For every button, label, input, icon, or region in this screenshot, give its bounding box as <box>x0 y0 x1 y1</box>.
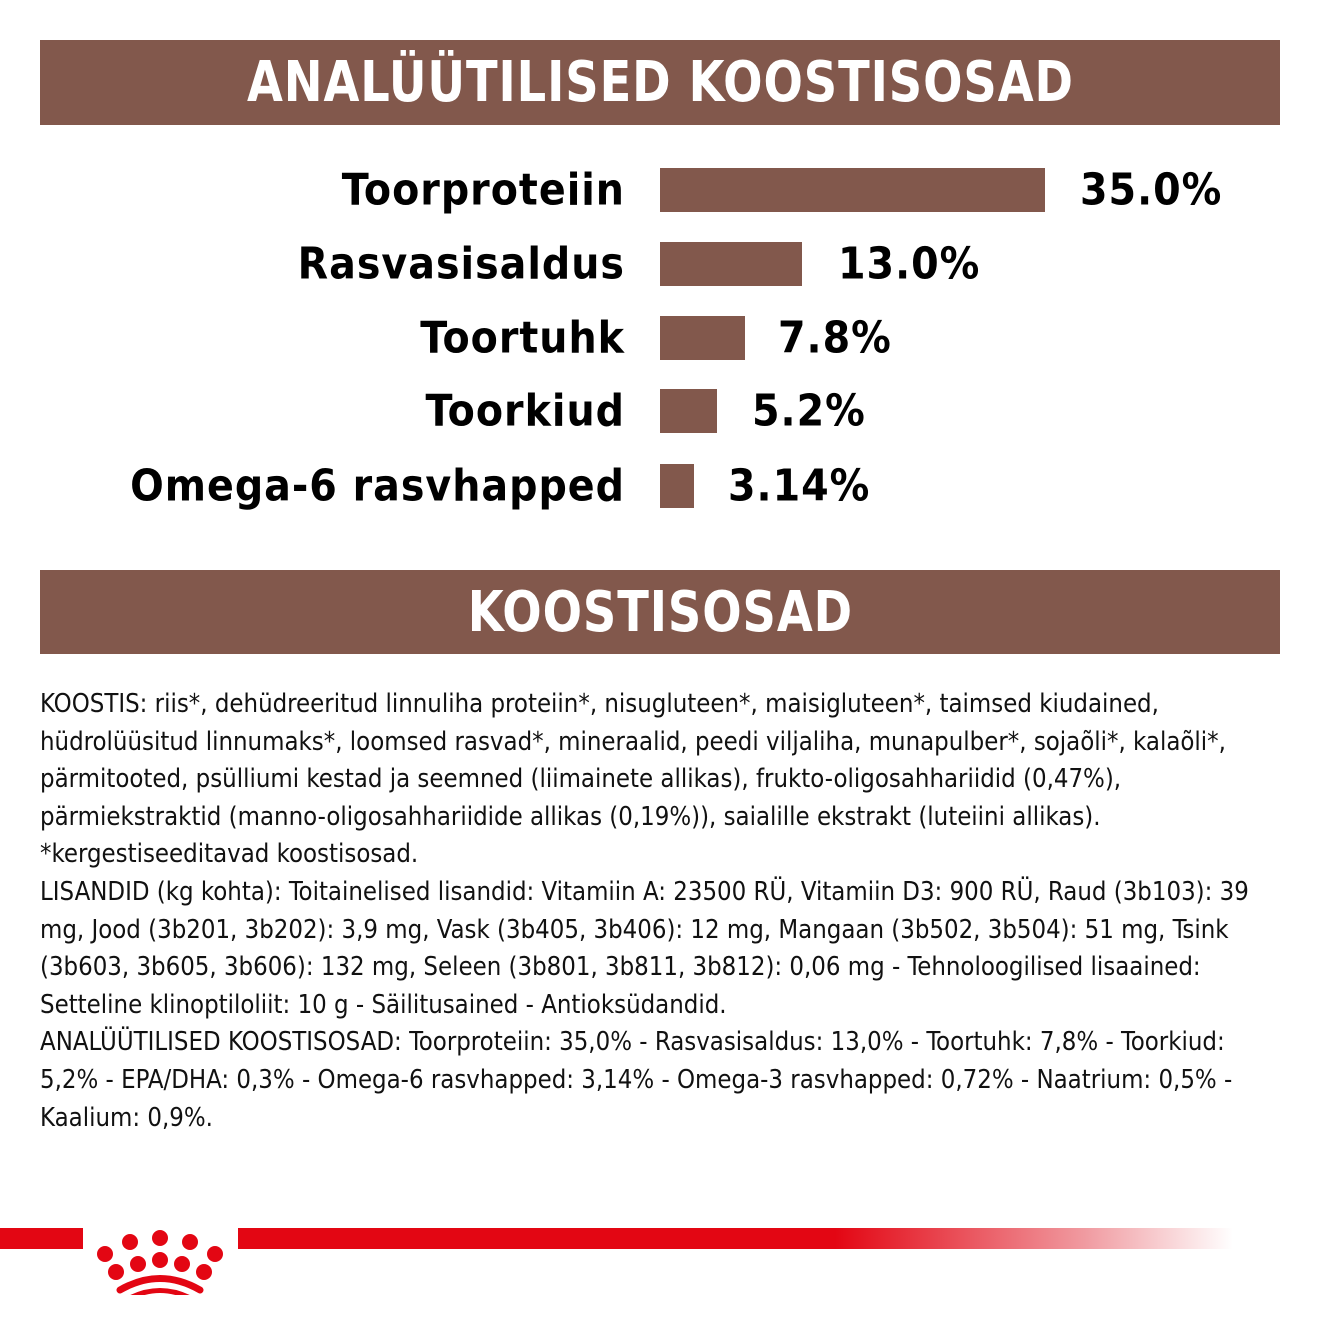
row-value: 13.0% <box>838 238 981 290</box>
row-value: 7.8% <box>778 312 892 364</box>
footer-red-line-right <box>238 1228 1233 1249</box>
row-label: Toorkiud <box>425 385 625 437</box>
row-value: 5.2% <box>752 385 866 437</box>
row-label: Rasvasisaldus <box>297 238 625 290</box>
bar-fat <box>660 242 802 286</box>
bar-ash <box>660 316 745 360</box>
row-label: Toortuhk <box>420 312 625 364</box>
royal-canin-crown-icon <box>90 1205 230 1295</box>
bar-protein <box>660 168 1045 212</box>
row-label: Toorproteiin <box>341 164 625 216</box>
bar-omega6 <box>660 464 694 508</box>
chart-row-protein <box>0 164 1320 216</box>
chart-row-ash <box>0 312 1320 364</box>
row-value: 3.14% <box>728 460 871 512</box>
analytical-constituents-title: ANALÜÜTILISED KOOSTISOSAD <box>246 50 1074 115</box>
chart-row-fat <box>0 238 1320 290</box>
footer-red-line-left <box>0 1228 83 1249</box>
ingredients-title: KOOSTISOSAD <box>467 579 853 645</box>
additives-paragraph: LISANDID (kg kohta): Toitainelised lisandid: Vitamiin A: 23500 RÜ, Vitamiin D3: 900 RÜ, Raud (3b103): 39 mg, Jood (3b201, 3b202): 3,9 mg, Vask (3b405, 3b406): 12 mg, Mangaan (3b502, 3b504): 51 mg, Tsink (3b603, 3b605, 3b606): 132 mg, Seleen (3b801, 3b811, 3b812): 0,06 mg - Tehnoloogilised lisaained: Setteline klinoptiloliit: 10 g - Säilitusained - Antioksüdandid. <box>40 876 1249 1020</box>
composition-paragraph: KOOSTIS: riis*, dehüdreeritud linnuliha proteiin*, nisugluteen*, maisigluteen*, taimsed kiudained, hüdrolüüsitud linnumaks*, loomsed rasvad*, mineraalid, peedi viljaliha, munapulber*, sojaõli*, kalaõli*, pärmitooted, psülliumi kestad ja seemned (liimainete allikas), frukto-oligosahhariidid (0,47%), pärmiekstraktid (manno-oligosahhariidide allikas (0,19%)), saialille ekstrakt (luteiini allikas). *kergestiseeditavad koostisosad. <box>40 689 1226 870</box>
row-value: 35.0% <box>1080 164 1223 216</box>
ingredients-header <box>40 570 1280 654</box>
ingredients-body <box>40 686 1285 1137</box>
chart-row-fibre <box>0 385 1320 437</box>
analytical-paragraph: ANALÜÜTILISED KOOSTISOSAD: Toorproteiin: 35,0% - Rasvasisaldus: 13,0% - Toortuhk: 7,8% - Toorkiud: 5,2% - EPA/DHA: 0,3% - Omega-6 rasvhapped: 3,14% - Omega-3 rasvhapped: 0,72% - Naatrium: 0,5% - Kaalium: 0,9%. <box>40 1027 1233 1133</box>
analytical-constituents-header <box>40 40 1280 125</box>
bar-fibre <box>660 389 717 433</box>
row-label: Omega-6 rasvhapped <box>130 460 625 512</box>
chart-row-omega6 <box>0 460 1320 512</box>
